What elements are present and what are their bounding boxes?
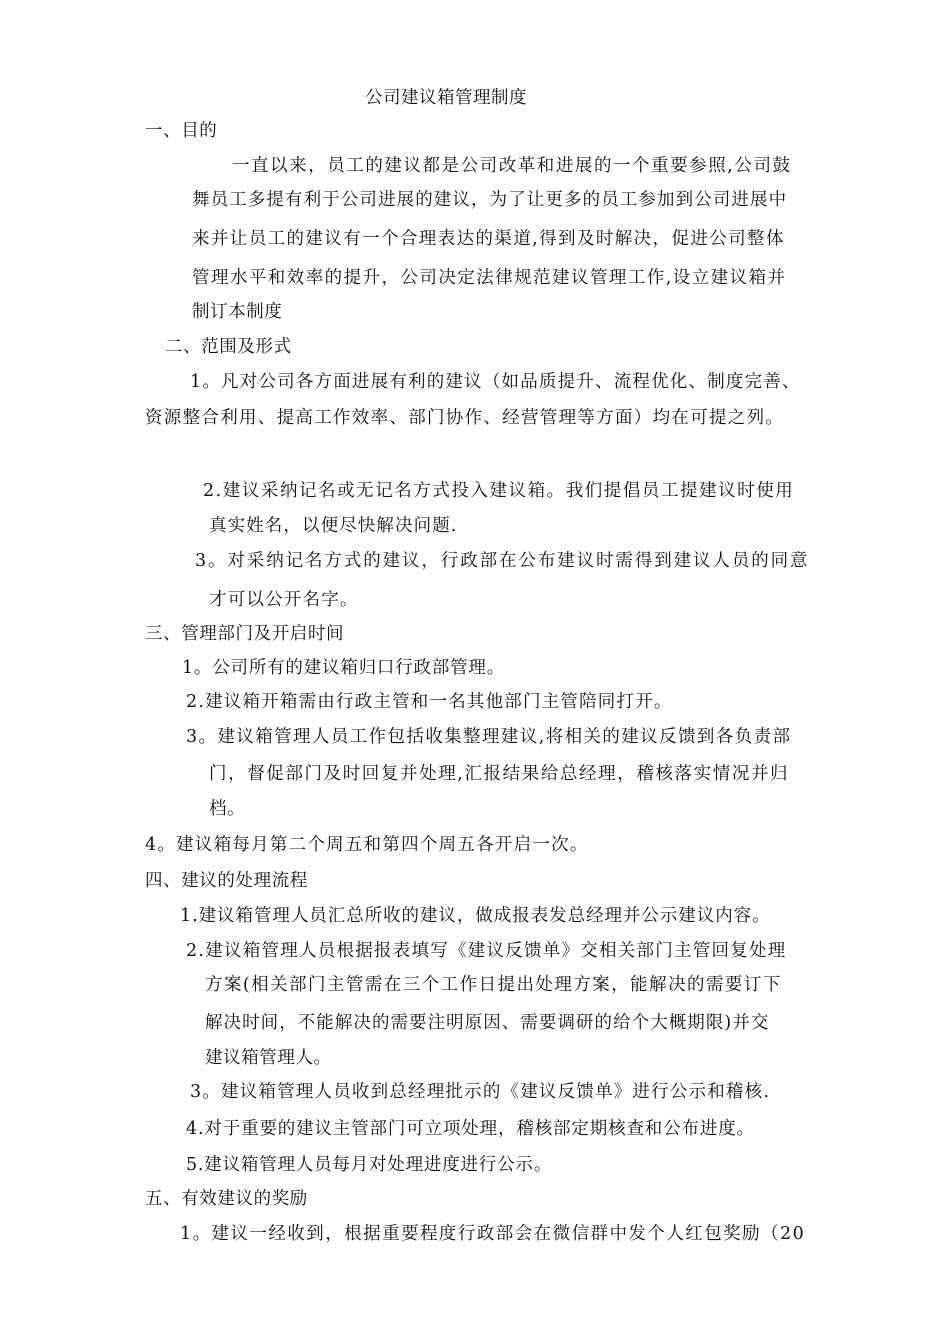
paragraph-line: 门，督促部门及时回复并处理,汇报结果给总经理，稽核落实情况并归	[209, 764, 790, 784]
paragraph-line: 3。建议箱管理人员收到总经理批示的《建议反馈单》进行公示和稽核.	[190, 1082, 771, 1102]
paragraph-line: 资源整合利用、提高工作效率、部门协作、经营管理等方面）均在可提之列。	[145, 408, 785, 428]
section-heading-rewards: 五、有效建议的奖励	[145, 1189, 308, 1209]
paragraph-line: 3。建议箱管理人员工作包括收集整理建议,将相关的建议反馈到各负责部	[186, 727, 792, 747]
paragraph-line: 2.建议箱管理人员根据报表填写《建议反馈单》交相关部门主管回复处理	[186, 941, 787, 961]
section-heading-purpose: 一、目的	[145, 121, 218, 141]
paragraph-line: 方案(相关部门主管需在三个工作日提出处理方案，能解决的需要订下	[205, 975, 782, 995]
paragraph-line: 1。凡对公司各方面进展有利的建议（如品质提升、流程优化、制度完善、	[190, 372, 801, 392]
paragraph-line: 1。建议一经收到，根据重要程度行政部会在微信群中发个人红包奖励（20	[180, 1224, 806, 1244]
paragraph-line: 建议箱管理人。	[205, 1048, 332, 1068]
paragraph-line: 一直以来，员工的建议都是公司改革和进展的一个重要参照,公司鼓	[232, 156, 792, 176]
paragraph-line: 1。公司所有的建议箱归口行政部管理。	[182, 658, 506, 678]
paragraph-line: 舞员工多提有利于公司进展的建议，为了让更多的员工参加到公司进展中	[192, 190, 788, 210]
paragraph-line: 2.建议采纳记名或无记名方式投入建议箱。我们提倡员工提建议时使用	[203, 481, 795, 501]
paragraph-line: 档。	[209, 799, 246, 819]
section-heading-process: 四、建议的处理流程	[145, 871, 308, 891]
paragraph-line: 4.对于重要的建议主管部门可立项处理，稽核部定期核查和公布进度。	[186, 1119, 755, 1139]
paragraph-line: 管理水平和效率的提升，公司决定法律规范建议管理工作,设立建议箱并	[192, 268, 787, 288]
paragraph-line: 才可以公开名字。	[209, 590, 359, 610]
paragraph-line: 解决时间，不能解决的需要注明原因、需要调研的给个大概期限)并交	[205, 1013, 770, 1033]
document-title: 公司建议箱管理制度	[365, 88, 527, 108]
paragraph-line: 1.建议箱管理人员汇总所收的建议，做成报表发总经理并公示建议内容。	[180, 906, 771, 926]
paragraph-line: 真实姓名，以便尽快解决问题.	[209, 516, 458, 536]
paragraph-line: 4。建议箱每月第二个周五和第四个周五各开启一次。	[145, 835, 589, 855]
paragraph-line: 来并让员工的建议有一个合理表达的渠道,得到及时解决，促进公司整体	[192, 229, 785, 249]
paragraph-line: 2.建议箱开箱需由行政主管和一名其他部门主管陪同打开。	[186, 692, 673, 712]
paragraph-line: 制订本制度	[192, 302, 283, 322]
section-heading-management: 三、管理部门及开启时间	[145, 624, 345, 644]
section-heading-scope: 二、范围及形式	[165, 337, 292, 357]
paragraph-line: 3。对采纳记名方式的建议，行政部在公布建议时需得到建议人员的同意	[195, 551, 810, 571]
paragraph-line: 5.建议箱管理人员每月对处理进度进行公示。	[186, 1155, 552, 1175]
